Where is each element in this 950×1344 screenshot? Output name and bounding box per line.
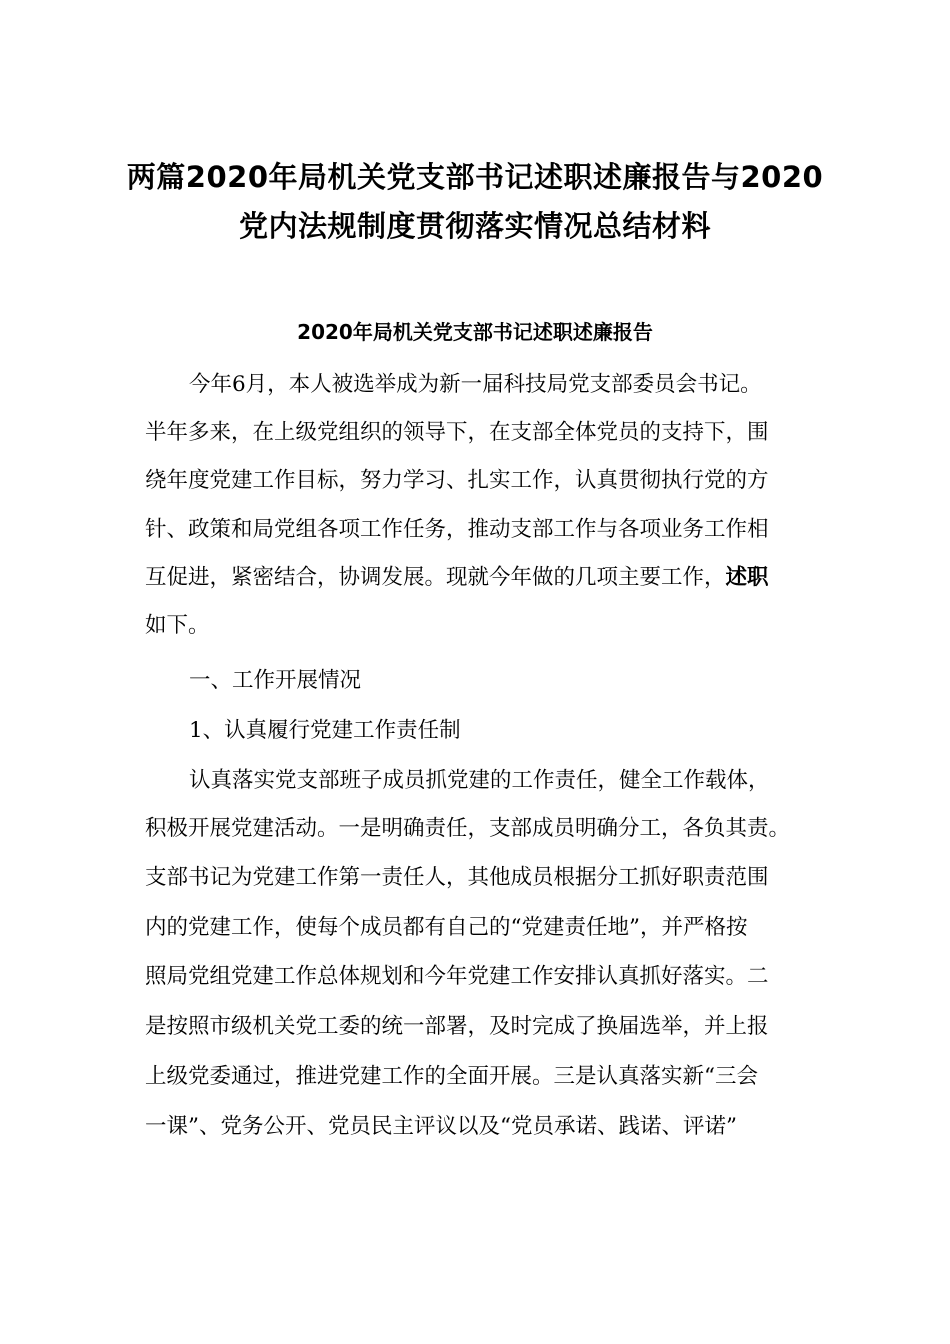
section-heading: 2020年局机关党支部书记述职述廉报告 xyxy=(297,320,653,344)
paragraph-line: 如下。 xyxy=(145,613,210,638)
paragraph-line xyxy=(145,561,810,595)
paragraph-line: 内的党建工作，使每个成员都有自己的“党建责任地”，并严格按 xyxy=(145,915,748,940)
paragraph-line: 绕年度党建工作目标，努力学习、扎实工作，认真贯彻执行党的方 xyxy=(145,468,769,493)
bold-keyword: 述职 xyxy=(725,565,769,590)
document-title-line-1: 两篇2020年局机关党支部书记述职述廉报告与2020 xyxy=(126,160,824,194)
heading-level-2: 1、认真履行党建工作责任制 xyxy=(189,718,461,743)
document-title-line-2: 党内法规制度贯彻落实情况总结材料 xyxy=(238,209,711,243)
paragraph-line: 一课”、党务公开、党员民主评议以及“党员承诺、践诺、评诺” xyxy=(145,1114,737,1139)
paragraph-line: 今年6月，本人被选举成为新一届科技局党支部委员会书记。 xyxy=(189,372,762,397)
paragraph-line: 是按照市级机关党工委的统一部署，及时完成了换届选举，并上报 xyxy=(145,1014,769,1039)
paragraph-line: 认真落实党支部班子成员抓党建的工作责任，健全工作载体， xyxy=(189,768,770,793)
paragraph-line: 照局党组党建工作总体规划和今年党建工作安排认真抓好落实。二 xyxy=(145,964,769,989)
heading-level-1: 一、工作开展情况 xyxy=(189,668,362,693)
paragraph-text: 互促进，紧密结合，协调发展。现就今年做的几项主要工作， xyxy=(145,565,726,590)
paragraph-line: 针、政策和局党组各项工作任务，推动支部工作与各项业务工作相 xyxy=(145,517,769,542)
paragraph-line: 上级党委通过，推进党建工作的全面开展。三是认真落实新“三会 xyxy=(145,1064,758,1089)
paragraph-line: 半年多来，在上级党组织的领导下，在支部全体党员的支持下，围 xyxy=(145,420,769,445)
paragraph-line: 支部书记为党建工作第一责任人，其他成员根据分工抓好职责范围 xyxy=(145,865,769,890)
paragraph-line: 积极开展党建活动。一是明确责任，支部成员明确分工，各负其责。 xyxy=(145,816,791,841)
